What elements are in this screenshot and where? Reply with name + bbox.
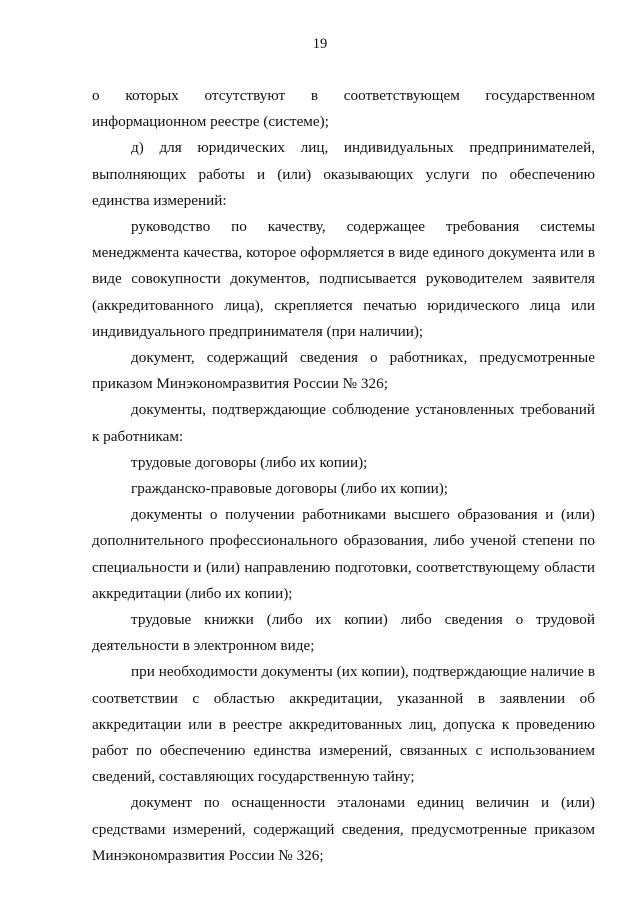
paragraph-10: при необходимости документы (их копии), подтверждающие наличие в соответствии с областью аккредитации, указанной в заявлении об аккредитации или в реестре аккредитованных лиц, допуска к проведению работ по обеспечению единства измерений, связанных с использованием сведений, составляющих государственную тайну;	[92, 663, 595, 786]
paragraph-1: о которых отсутствуют в соответствующем государственном информационном реестре (системе);	[92, 87, 595, 131]
paragraph-7: гражданско-правовые договоры (либо их копии);	[131, 480, 448, 498]
paragraph-4: документ, содержащий сведения о работниках, предусмотренные приказом Минэкономразвития России № 326;	[92, 349, 595, 393]
paragraph-8: документы о получении работниками высшего образования и (или) дополнительного профессионального образования, либо ученой степени по специальности и (или) направлению подготовки, соответствующему области аккредитации (либо их копии);	[92, 506, 595, 602]
paragraph-2: д) для юридических лиц, индивидуальных предпринимателей, выполняющих работы и (или) оказывающих услуги по обеспечению единства измерений:	[92, 139, 595, 209]
paragraph-11: документ по оснащенности эталонами единиц величин и (или) средствами измерений, содержащий сведения, предусмотренные приказом Минэкономразвития России № 326;	[92, 794, 595, 864]
paragraph-9: трудовые книжки (либо их копии) либо сведения о трудовой деятельности в электронном виде;	[92, 611, 595, 655]
paragraph-6: трудовые договоры (либо их копии);	[131, 453, 368, 471]
document-body	[92, 83, 595, 869]
page-number: 19	[312, 36, 328, 52]
paragraph-3: руководство по качеству, содержащее требования системы менеджмента качества, которое оформляется в виде единого документа или в виде совокупности документов, подписывается руководителем заявителя (аккредитованного лица), скрепляется печатью юридического лица или индивидуального предпринимателя (при наличии);	[92, 218, 595, 340]
paragraph-5: документы, подтверждающие соблюдение установленных требований к работникам:	[92, 401, 595, 445]
